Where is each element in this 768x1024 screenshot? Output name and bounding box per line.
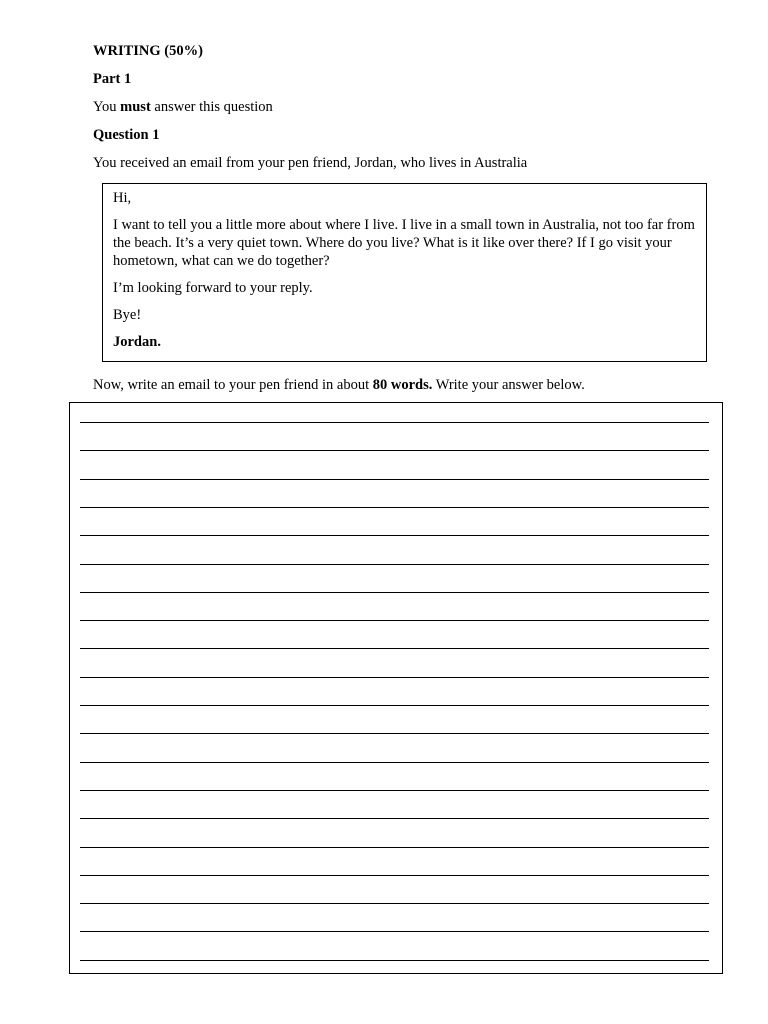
answer-line[interactable] — [80, 422, 709, 423]
email-greeting: Hi, — [113, 190, 132, 206]
question-label: Question 1 — [93, 127, 160, 143]
answer-line[interactable] — [80, 648, 709, 649]
answer-line[interactable] — [80, 564, 709, 565]
answer-line[interactable] — [80, 847, 709, 848]
part-label: Part 1 — [93, 71, 132, 87]
answer-line[interactable] — [80, 960, 709, 961]
email-body: I want to tell you a little more about where I live. I live in a small town in Australia, not too far from the beach. It’s a very quiet town. Where do you live? What is it like over there? If I go visit your hometown, what can we do together? — [113, 217, 695, 269]
answer-line[interactable] — [80, 903, 709, 904]
email-looking-forward: I’m looking forward to your reply. — [113, 280, 313, 296]
answer-line[interactable] — [80, 479, 709, 480]
answer-line[interactable] — [80, 620, 709, 621]
email-box — [102, 183, 707, 362]
instruction-pre: You — [93, 99, 121, 115]
instruction-text — [93, 98, 273, 116]
email-signature: Jordan. — [113, 334, 161, 350]
task-instruction — [93, 376, 585, 394]
answer-line[interactable] — [80, 790, 709, 791]
section-heading: WRITING (50%) — [93, 43, 203, 59]
answer-line[interactable] — [80, 507, 709, 508]
answer-line[interactable] — [80, 931, 709, 932]
task-pre: Now, write an email to your pen friend in about — [93, 377, 373, 393]
instruction-emphasis: must — [120, 99, 151, 115]
question-intro: You received an email from your pen friend, Jordan, who lives in Australia — [93, 155, 528, 171]
answer-line[interactable] — [80, 762, 709, 763]
answer-line[interactable] — [80, 733, 709, 734]
answer-line[interactable] — [80, 592, 709, 593]
task-word-count: 80 words. — [372, 377, 433, 393]
answer-line[interactable] — [80, 875, 709, 876]
answer-box[interactable] — [69, 402, 723, 974]
answer-line[interactable] — [80, 535, 709, 536]
task-post: Write your answer below. — [432, 377, 585, 393]
answer-line[interactable] — [80, 818, 709, 819]
email-closing: Bye! — [113, 307, 142, 323]
answer-line[interactable] — [80, 677, 709, 678]
instruction-post: answer this question — [150, 99, 273, 115]
answer-line[interactable] — [80, 450, 709, 451]
answer-line[interactable] — [80, 705, 709, 706]
